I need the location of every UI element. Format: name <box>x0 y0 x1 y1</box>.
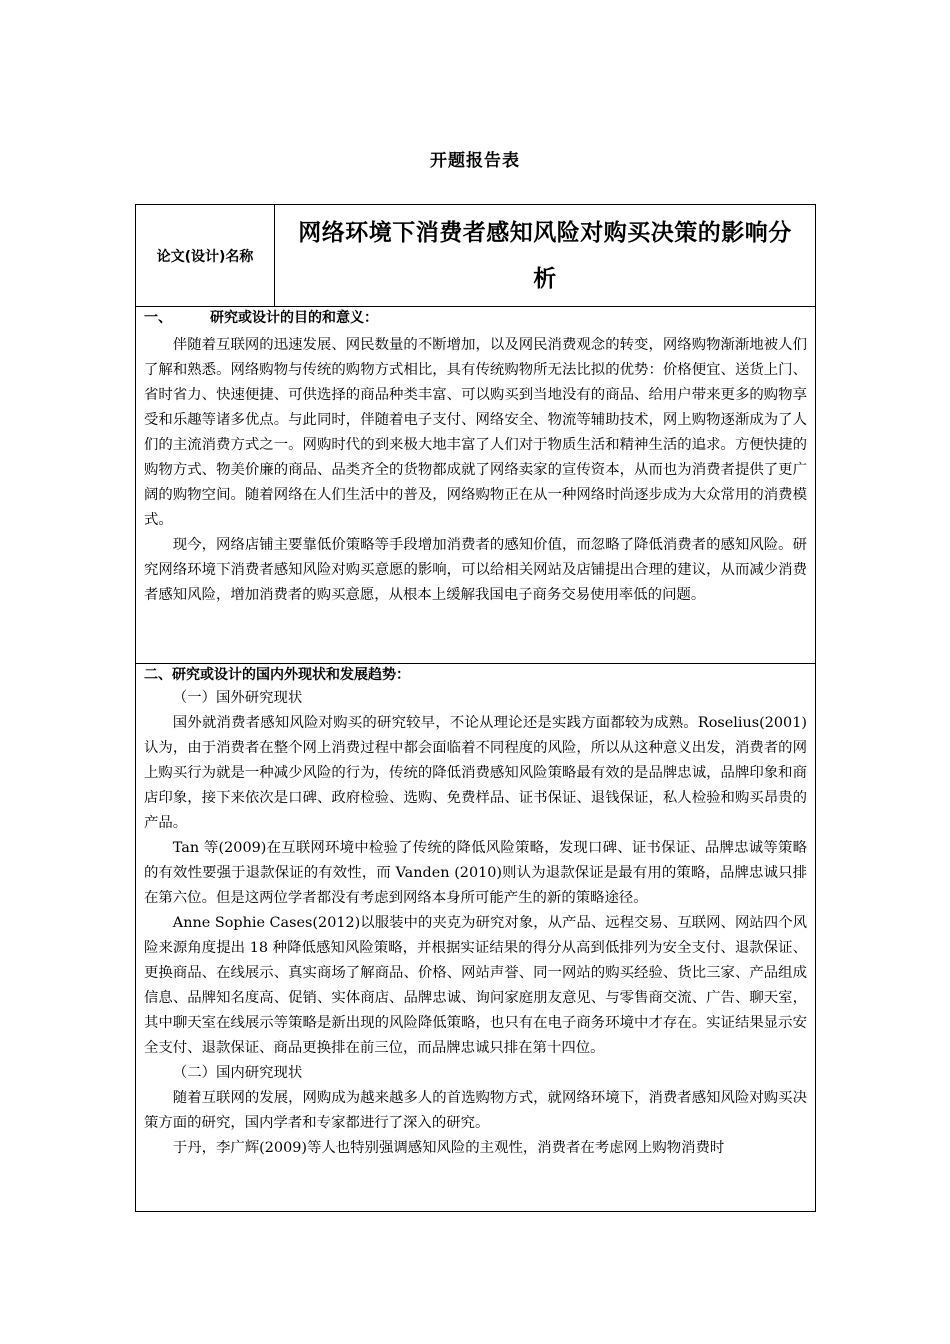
section-purpose-number: 一、 <box>144 310 172 326</box>
thesis-name-label: 论文(设计)名称 <box>136 205 275 306</box>
paragraph: Tan 等(2009)在互联网环境中检验了传统的降低风险策略，发现口碑、证书保证、品牌忠诚等策略的有效性要强于退款保证的有效性，而 Vanden (2010)则认为退款保证是最有用的策略，品牌忠诚只排在第六位。但是这两位学者都没有考虑到网络本身所可能产生的新的策略途径。 <box>144 840 807 906</box>
section-status <box>136 664 815 1161</box>
paragraph: 伴随着互联网的迅速发展、网民数量的不断增加，以及网民消费观念的转变，网络购物渐渐地被人们了解和熟悉。网络购物与传统的购物方式相比，具有传统购物所无法比拟的优势：价格便宜、送货上门、省时省力、快速便捷、可供选择的商品种类丰富、可以购买到当地没有的商品、给用户带来更多的购物享受和乐趣等诸多优点。与此同时，伴随着电子支付、网络安全、物流等辅助技术，网上购物逐渐成为了人们的主流消费方式之一。网购时代的到来极大地丰富了人们对于物质生活和精神生活的追求。方便快捷的购物方式、物美价廉的商品、品类齐全的货物都成就了网络卖家的宣传资本，从而也为消费者提供了更广阔的购物空间。随着网络在人们生活中的普及，网络购物正在从一种网络时尚逐步成为大众常用的消费模式。 <box>144 337 807 528</box>
section-purpose-title: 研究或设计的目的和意义： <box>210 310 378 326</box>
report-table <box>135 204 816 1212</box>
thesis-name-row <box>136 205 815 307</box>
paragraph: Anne Sophie Cases(2012)以服装中的夹克为研究对象，从产品、远程交易、互联网、网站四个风险来源角度提出 18 种降低感知风险策略，并根据实证结果的得分从高到低排列为安全支付、退款保证、更换商品、在线展示、真实商场了解商品、价格、网站声誉、同一网站的购买经验、货比三家、产品组成信息、品牌知名度高、促销、实体商店、品牌忠诚、询问家庭朋友意见、与零售商交流、广告、聊天室，其中聊天室在线展示等策略是新出现的风险降低策略，也只有在电子商务环境中才存在。实证结果显示安全支付、退款保证、商品更换排在前三位，而品牌忠诚只排在第十四位。 <box>144 915 807 1056</box>
paragraph: 国外就消费者感知风险对购买的研究较早，不论从理论还是实践方面都较为成熟。Roselius(2001)认为，由于消费者在整个网上消费过程中都会面临着不同程度的风险，所以从这种意义出发，消费者的网上购买行为就是一种减少风险的行为，传统的降低消费感知风险策略最有效的是品牌忠诚，品牌印象和商店印象，接下来依次是口碑、政府检验、选购、免费样品、证书保证、退钱保证，私人检验和购买昂贵的产品。 <box>144 715 807 831</box>
section-purpose-heading <box>144 307 807 329</box>
subheading-foreign: （一）国外研究现状 <box>172 690 303 706</box>
paragraph: 现今，网络店铺主要靠低价策略等手段增加消费者的感知价值，而忽略了降低消费者的感知风险。研究网络环境下消费者感知风险对购买意愿的影响，可以给相关网站及店铺提出合理的建议，从而减少消费者感知风险，增加消费者的购买意愿，从根本上缓解我国电子商务交易使用率低的问题。 <box>144 537 807 603</box>
section-status-heading: 二、研究或设计的国内外现状和发展趋势： <box>144 667 410 683</box>
subheading-domestic: （二）国内研究现状 <box>172 1065 303 1081</box>
thesis-title: 网络环境下消费者感知风险对购买决策的影响分析 <box>298 219 792 292</box>
paragraph: 于丹，李广辉(2009)等人也特别强调感知风险的主观性，消费者在考虑网上购物消费时 <box>172 1140 725 1156</box>
paragraph: 随着互联网的发展，网购成为越来越多人的首选购物方式，就网络环境下，消费者感知风险对购买决策方面的研究，国内学者和专家都进行了深入的研究。 <box>144 1090 807 1131</box>
section-purpose <box>136 307 815 664</box>
document-title: 开题报告表 <box>430 151 520 171</box>
